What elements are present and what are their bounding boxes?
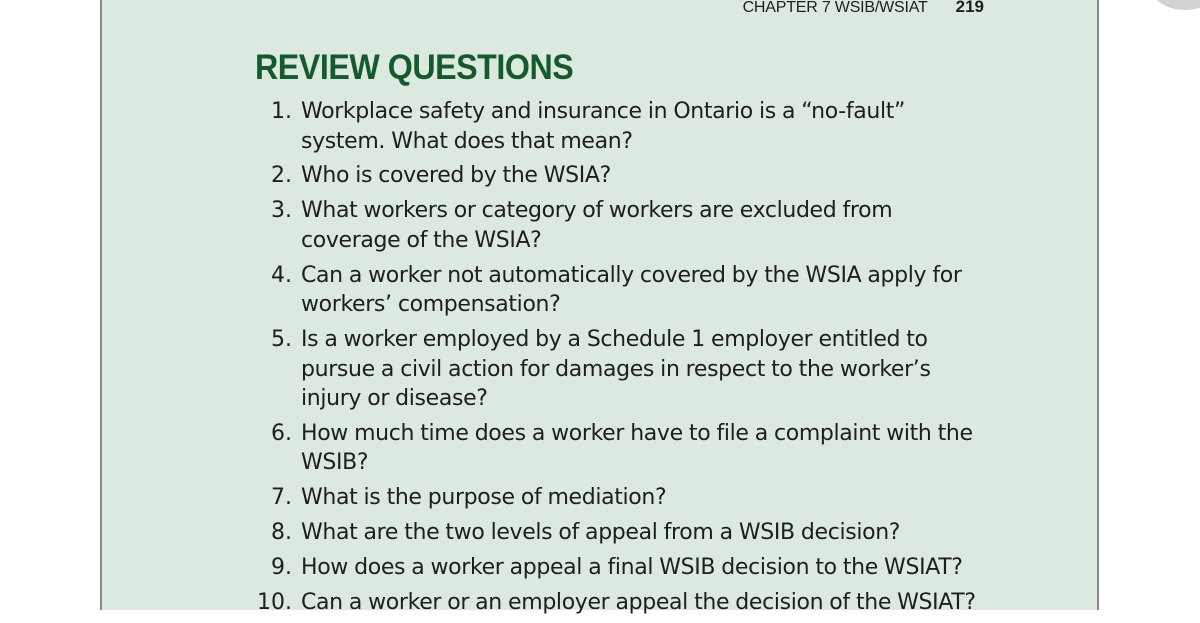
- list-item: [248, 419, 1008, 478]
- question-text: How much time does a worker have to file a complaint with the WSIB?: [301, 420, 973, 476]
- question-text: What is the purpose of mediation?: [301, 485, 667, 511]
- running-head: [743, 0, 984, 17]
- list-item: [248, 553, 1008, 583]
- questions-list: [248, 97, 1008, 623]
- question-number: 7.: [271, 485, 292, 511]
- question-text: What workers or category of workers are excluded from coverage of the WSIA?: [301, 198, 893, 253]
- question-text: Can a worker or an employer appeal the decision of the WSIAT?: [301, 590, 976, 616]
- list-item: [248, 261, 1008, 320]
- question-number: 1.: [271, 99, 292, 124]
- question-number: 6.: [271, 420, 292, 446]
- chapter-title: CHAPTER 7 WSIB/WSIAT: [742, 0, 928, 16]
- list-item: [248, 325, 1008, 414]
- question-text: What are the two levels of appeal from a WSIB decision?: [301, 520, 901, 546]
- list-item: [248, 588, 1008, 618]
- question-number: 2.: [271, 163, 292, 189]
- question-text: Is a worker employed by a Schedule 1 employer entitled to pursue a civil action for damages in respect to the worker’s injury or disease?: [301, 327, 931, 412]
- section-heading: REVIEW QUESTIONS: [255, 48, 574, 87]
- list-item: [248, 518, 1008, 548]
- question-number: 4.: [271, 262, 292, 288]
- question-text: How does a worker appeal a final WSIB decision to the WSIAT?: [301, 555, 963, 581]
- question-text: Who is covered by the WSIA?: [301, 163, 611, 189]
- question-number: 10.: [257, 590, 292, 616]
- list-item: [248, 97, 1008, 156]
- list-item: [248, 483, 1008, 513]
- question-number: 5.: [271, 327, 292, 353]
- question-number: 9.: [271, 555, 292, 581]
- page-number: 219: [955, 0, 984, 16]
- question-number: 3.: [271, 198, 292, 224]
- question-text: Can a worker not automatically covered by the WSIA apply for workers’ compensation?: [301, 262, 962, 318]
- question-number: 8.: [271, 520, 292, 546]
- list-item: [248, 161, 1008, 191]
- corner-overlay-button: [1150, 0, 1200, 10]
- list-item: [248, 196, 1008, 255]
- question-text: Workplace safety and insurance in Ontario is a “no-fault” system. What does that mean?: [301, 99, 906, 154]
